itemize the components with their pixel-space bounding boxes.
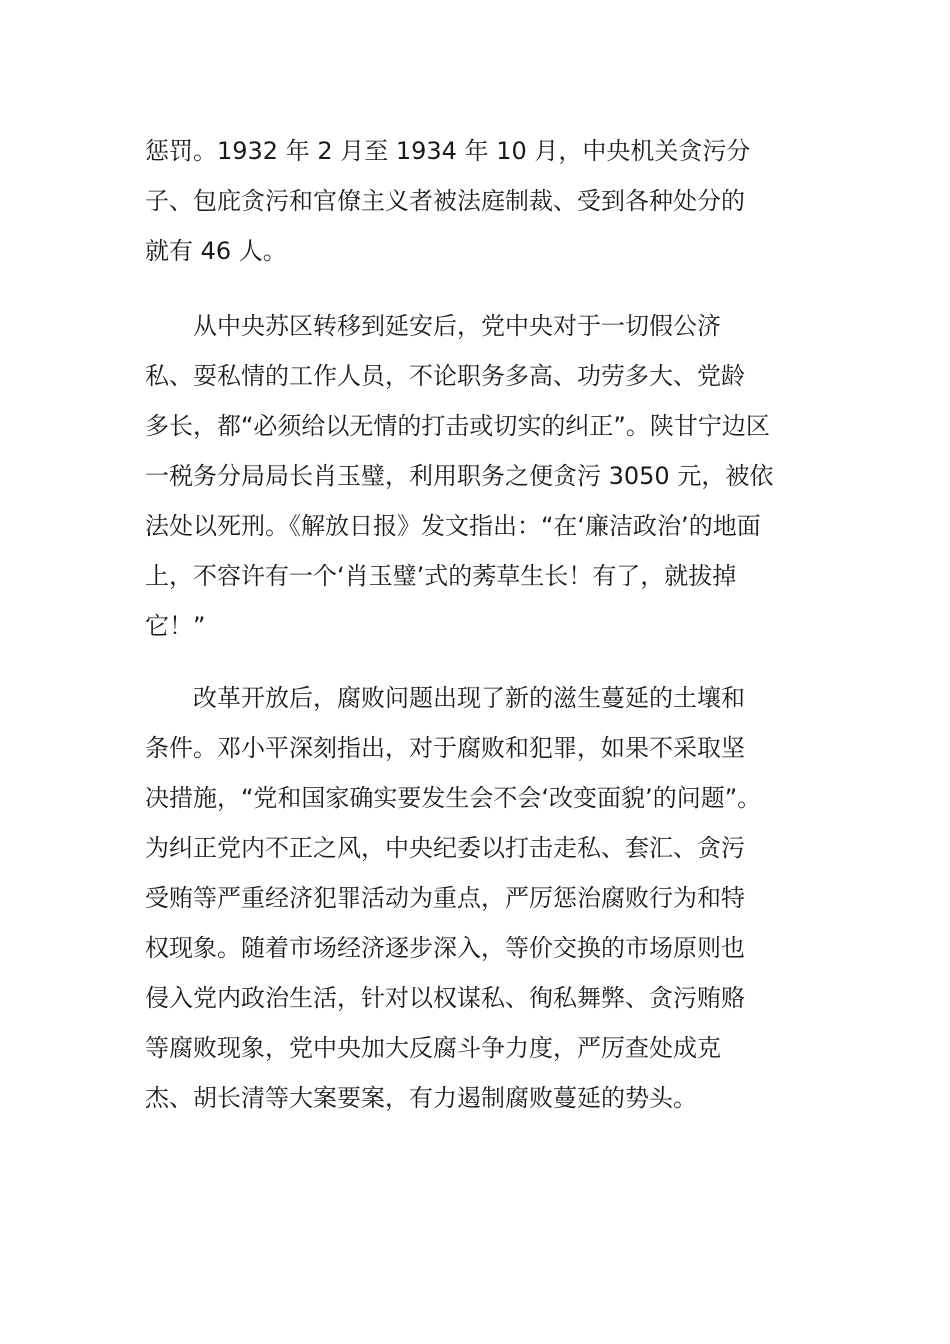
text-line: 权现象。随着市场经济逐步深入，等价交换的市场原则也 xyxy=(145,934,745,962)
text-line: 私、耍私情的工作人员，不论职务多高、功劳多大、党龄 xyxy=(145,362,745,390)
text-line: 条件。邓小平深刻指出，对于腐败和犯罪，如果不采取坚 xyxy=(145,734,745,762)
text-line: 法处以死刑。《解放日报》发文指出：“在‘廉洁政治’的地面 xyxy=(145,512,761,540)
text-line: 就有 46 人。 xyxy=(145,237,287,265)
text-line: 惩罚。1932 年 2 月至 1934 年 10 月，中央机关贪污分 xyxy=(145,137,751,165)
paragraph-3 xyxy=(145,673,815,1123)
text-line: 杰、胡长清等大案要案，有力遏制腐败蔓延的势头。 xyxy=(145,1084,697,1112)
text-line: 受贿等严重经济犯罪活动为重点，严厉惩治腐败行为和特 xyxy=(145,884,745,912)
paragraph-1 xyxy=(145,126,815,276)
text-line: 一税务分局局长肖玉璧，利用职务之便贪污 3050 元，被依 xyxy=(145,462,774,490)
text-line: 为纠正党内不正之风，中央纪委以打击走私、套汇、贪污 xyxy=(145,834,745,862)
text-line: 它！” xyxy=(145,612,206,640)
paragraph-2 xyxy=(145,301,815,651)
text-line: 多长，都“必须给以无情的打击或切实的纠正”。陕甘宁边区 xyxy=(145,412,770,440)
text-line: 侵入党内政治生活，针对以权谋私、徇私舞弊、贪污贿赂 xyxy=(145,984,745,1012)
text-line: 从中央苏区转移到延安后，党中央对于一切假公济 xyxy=(145,312,721,340)
text-line: 决措施，“党和国家确实要发生会不会‘改变面貌’的问题”。 xyxy=(145,784,762,812)
text-line: 子、包庇贪污和官僚主义者被法庭制裁、受到各种处分的 xyxy=(145,187,745,215)
text-line: 等腐败现象，党中央加大反腐斗争力度，严厉查处成克 xyxy=(145,1034,721,1062)
text-line: 上，不容许有一个‘肖玉璧’式的莠草生长！有了，就拔掉 xyxy=(145,562,737,590)
text-line: 改革开放后，腐败问题出现了新的滋生蔓延的土壤和 xyxy=(145,684,745,712)
